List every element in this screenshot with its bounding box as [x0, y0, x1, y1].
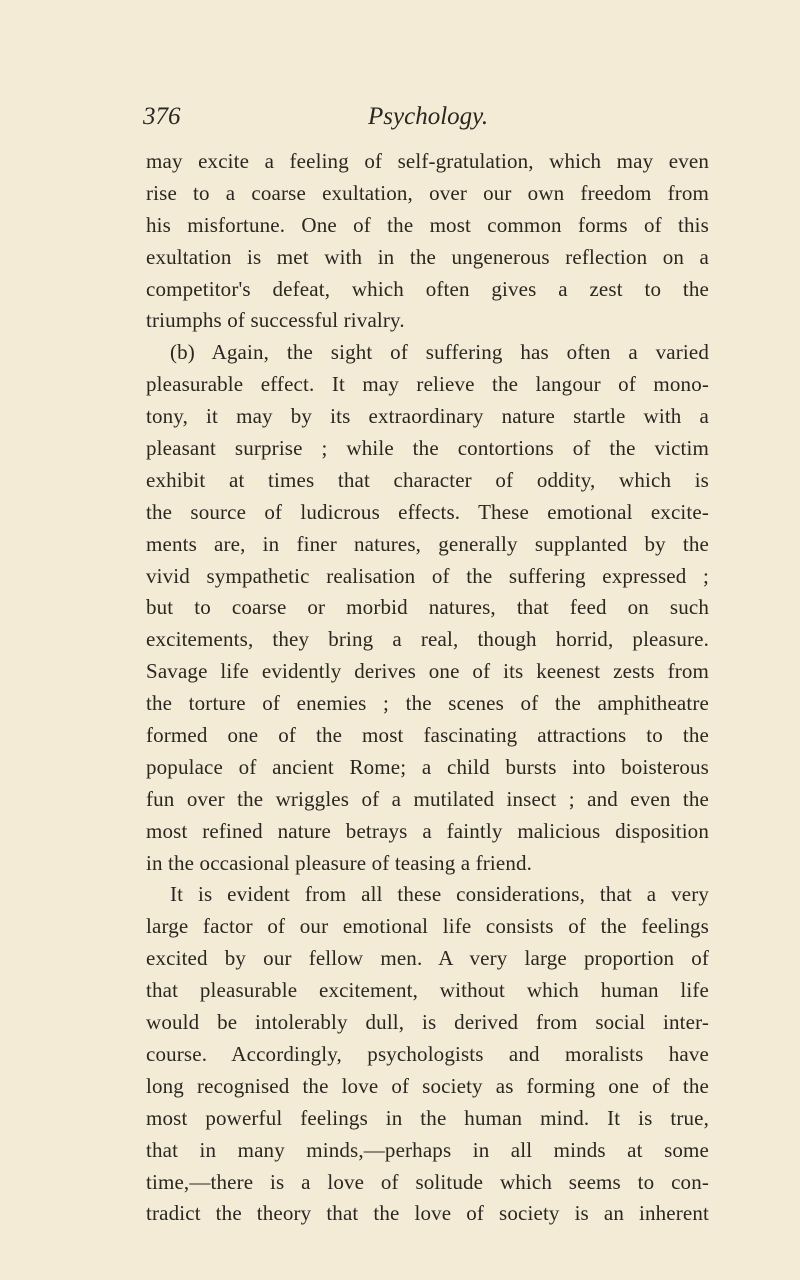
- text-line: competitor's defeat, which often gives a zest to the: [146, 276, 709, 301]
- text-line: pleasant surprise ; while the contortions of the victim: [146, 436, 709, 461]
- text-line: but to coarse or morbid natures, that feed on such: [146, 595, 709, 620]
- text-line: tony, it may by its extraordinary nature startle with a: [146, 404, 709, 429]
- text-line: Savage life evidently derives one of its keenest zests from: [146, 659, 709, 684]
- text-line: exhibit at times that character of oddity, which is: [146, 467, 709, 492]
- text-line: large factor of our emotional life consists of the feelings: [146, 914, 709, 939]
- text-line: may excite a feeling of self-gratulation, which may even: [146, 149, 709, 173]
- text-line: that pleasurable excitement, without which human life: [146, 978, 709, 1003]
- page-header: [143, 103, 703, 143]
- text-line: most powerful feelings in the human mind. It is true,: [146, 1105, 709, 1130]
- text-line: would be intolerably dull, is derived from social inter-: [146, 1010, 709, 1035]
- text-line: his misfortune. One of the most common forms of this: [146, 212, 709, 237]
- text-line: tradict the theory that the love of society is an inherent: [146, 1201, 709, 1226]
- text-line: in the occasional pleasure of teasing a friend.: [146, 850, 533, 875]
- body-text: [146, 146, 709, 1230]
- text-line: most refined nature betrays a faintly malicious disposition: [146, 818, 709, 843]
- text-line: long recognised the love of society as forming one of the: [146, 1073, 709, 1098]
- text-line: triumphs of successful rivalry.: [146, 308, 405, 333]
- text-line: It is evident from all these considerations, that a very: [170, 882, 709, 907]
- text-line: excitements, they bring a real, though horrid, pleasure.: [146, 627, 709, 652]
- text-line: the source of ludicrous effects. These emotional excite-: [146, 499, 709, 524]
- text-line: formed one of the most fascinating attractions to the: [146, 723, 709, 748]
- text-line: rise to a coarse exultation, over our own freedom from: [146, 180, 709, 205]
- text-line: fun over the wriggles of a mutilated insect ; and even the: [146, 786, 709, 811]
- text-line: time,—there is a love of solitude which seems to con-: [146, 1169, 709, 1194]
- page-number: 376: [143, 103, 181, 130]
- text-line: exultation is met with in the ungenerous reflection on a: [146, 244, 709, 269]
- text-line: course. Accordingly, psychologists and moralists have: [146, 1041, 709, 1066]
- text-line: that in many minds,—perhaps in all minds at some: [146, 1137, 709, 1162]
- text-line: excited by our fellow men. A very large proportion of: [146, 946, 709, 971]
- text-line: (b) Again, the sight of suffering has often a varied: [170, 340, 709, 365]
- running-title: Psychology.: [368, 103, 489, 130]
- text-line: vivid sympathetic realisation of the suffering expressed ;: [146, 563, 709, 588]
- text-line: pleasurable effect. It may relieve the langour of mono-: [146, 372, 709, 397]
- text-line: ments are, in finer natures, generally supplanted by the: [146, 531, 709, 556]
- text-line: the torture of enemies ; the scenes of the amphitheatre: [146, 691, 709, 716]
- text-line: populace of ancient Rome; a child bursts into boisterous: [146, 754, 709, 779]
